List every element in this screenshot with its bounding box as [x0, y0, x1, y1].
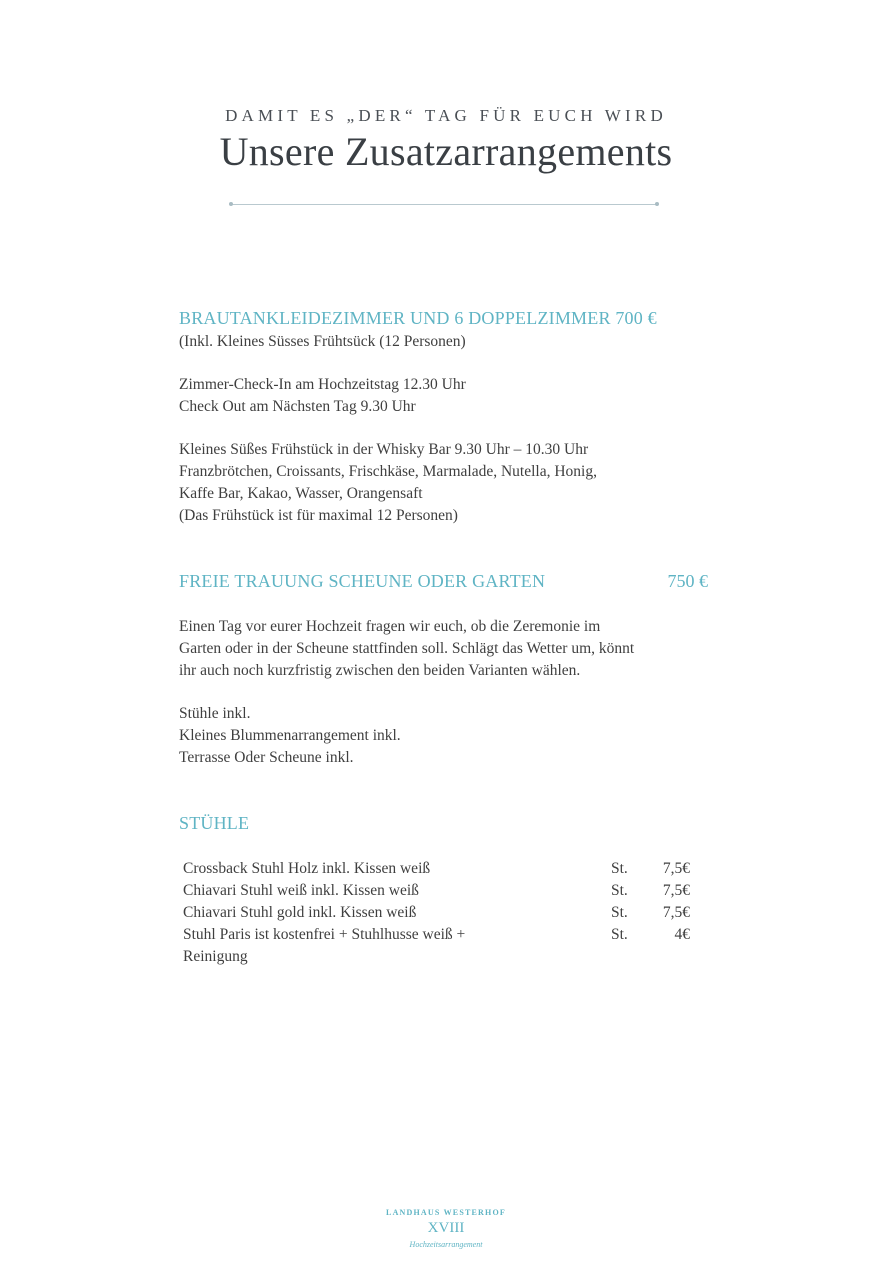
section-heading-ceremony: FREIE TRAUUNG SCHEUNE ODER GARTEN: [179, 571, 546, 591]
section-heading-rooms: BRAUTANKLEIDEZIMMER UND 6 DOPPELZIMMER 700 €: [179, 308, 657, 328]
chair-name: Chiavari Stuhl weiß inkl. Kissen weiß: [183, 882, 419, 899]
chair-price: 4€: [674, 926, 690, 943]
ceremony-price: 750 €: [667, 571, 708, 591]
rooms-line: Check Out am Nächsten Tag 9.30 Uhr: [179, 398, 416, 415]
table-row: [183, 880, 703, 902]
ceremony-line: Garten oder in der Scheune stattfinden soll. Schlägt das Wetter um, könnt: [179, 640, 635, 657]
chair-name: Stuhl Paris ist kostenfrei + Stuhlhusse weiß +: [183, 926, 466, 943]
page-title: Unsere Zusatzarrangements: [219, 129, 673, 174]
table-row: [183, 858, 703, 880]
table-row: [183, 902, 703, 924]
rooms-line: Kaffe Bar, Kakao, Wasser, Orangensaft: [179, 485, 423, 502]
rooms-line: Zimmer-Check-In am Hochzeitstag 12.30 Uhr: [179, 376, 466, 393]
footer-subtitle: Hochzeitsarrangement: [409, 1240, 483, 1249]
ceremony-line: Stühle inkl.: [179, 705, 251, 722]
chair-name: Chiavari Stuhl gold inkl. Kissen weiß: [183, 904, 417, 921]
chair-unit: St.: [611, 882, 628, 899]
chair-name: Crossback Stuhl Holz inkl. Kissen weiß: [183, 860, 431, 877]
chair-price: 7,5€: [662, 882, 690, 899]
page-kicker: DAMIT ES „DER“ TAG FÜR EUCH WIRD: [225, 106, 667, 125]
chair-price: 7,5€: [662, 904, 690, 921]
title-divider: [231, 204, 657, 205]
section-heading-chairs: STÜHLE: [179, 813, 250, 833]
rooms-line: (Das Frühstück ist für maximal 12 Personen): [179, 507, 458, 524]
chair-unit: St.: [611, 860, 628, 877]
chair-price: 7,5€: [662, 860, 690, 877]
rooms-line: Franzbrötchen, Croissants, Frischkäse, Marmalade, Nutella, Honig,: [179, 463, 597, 480]
ceremony-line: Terrasse Oder Scheune inkl.: [179, 749, 354, 766]
chair-unit: St.: [611, 904, 628, 921]
table-row: [183, 924, 703, 946]
rooms-line: (Inkl. Kleines Süsses Frühtsück (12 Personen): [179, 333, 466, 350]
rooms-line: Kleines Süßes Frühstück in der Whisky Bar 9.30 Uhr – 10.30 Uhr: [179, 441, 589, 458]
ceremony-line: ihr auch noch kurzfristig zwischen den beiden Varianten wählen.: [179, 662, 581, 679]
ceremony-line: Einen Tag vor eurer Hochzeit fragen wir euch, ob die Zeremonie im: [179, 618, 601, 635]
chair-unit: St.: [611, 926, 628, 943]
chair-name-continuation: Reinigung: [183, 948, 248, 965]
page-number: XVIII: [427, 1220, 465, 1236]
ceremony-line: Kleines Blummenarrangement inkl.: [179, 727, 401, 744]
footer-brand: LANDHAUS WESTERHOF: [386, 1208, 506, 1217]
